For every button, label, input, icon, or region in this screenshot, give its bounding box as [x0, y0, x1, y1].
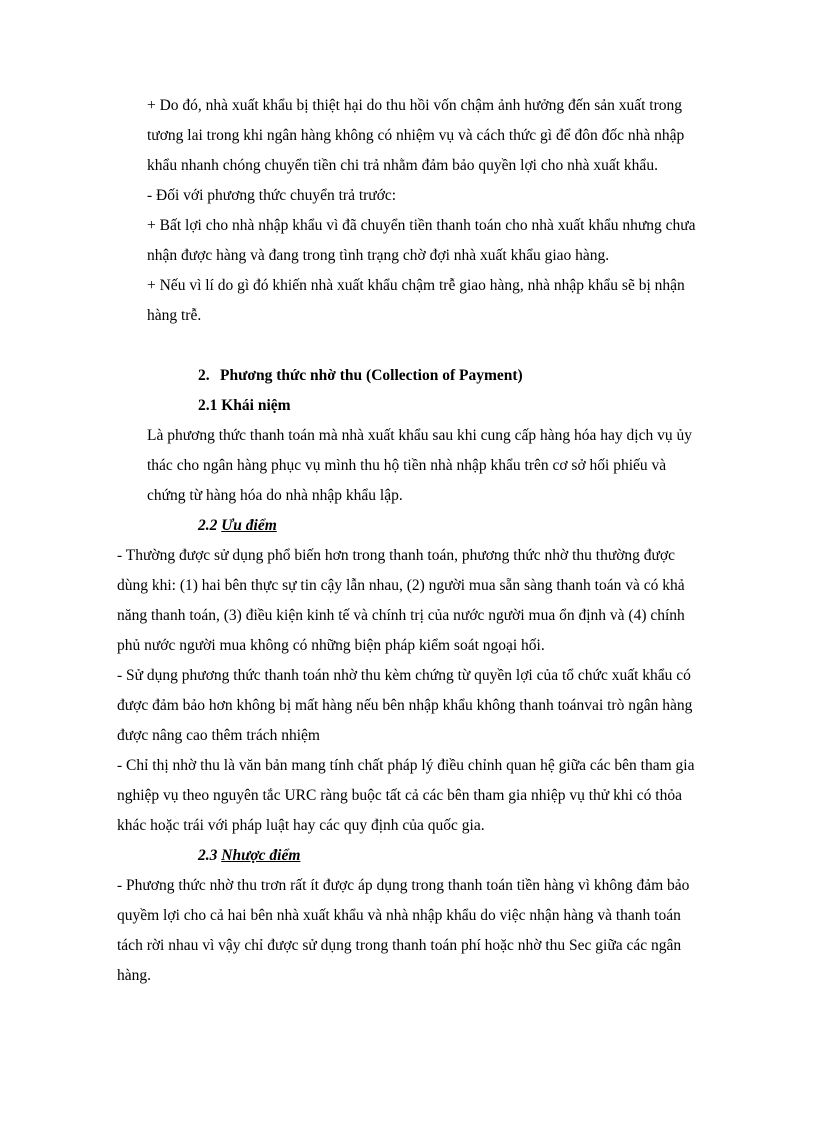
subsection-title: Ưu điểm [221, 517, 277, 534]
section-title: Phương thức nhờ thu (Collection of Payment) [220, 367, 523, 384]
paragraph-line: khác hoặc trái với pháp luật hay các quy định của quốc gia. [117, 817, 485, 834]
paragraph-line: - Đối với phương thức chuyển trả trước: [147, 187, 397, 204]
paragraph-line: chứng từ hàng hóa do nhà nhập khẩu lập. [147, 487, 403, 504]
subsection-title: Nhược điểm [221, 847, 301, 864]
paragraph-line: phủ nước người mua không có những biện pháp kiểm soát ngoại hối. [117, 637, 545, 654]
section-number: 2. [198, 367, 210, 384]
paragraph-line: thác cho ngân hàng phục vụ mình thu hộ tiền nhà nhập khẩu trên cơ sở hối phiếu và [147, 457, 667, 474]
section-heading [198, 366, 523, 386]
paragraph-line: năng thanh toán, (3) điều kiện kinh tế và chính trị của nước người mua ổn định và (4) chính [117, 607, 685, 624]
paragraph-line: - Sử dụng phương thức thanh toán nhờ thu kèm chứng từ quyền lợi của tổ chức xuất khẩu có [117, 667, 691, 684]
paragraph-line: - Thường được sử dụng phổ biến hơn trong thanh toán, phương thức nhờ thu thường được [117, 547, 676, 564]
paragraph-line: nghiệp vụ theo nguyên tắc URC ràng buộc tất cả các bên tham gia nhiệp vụ thử khi có thỏa [117, 787, 682, 804]
paragraph-line: Là phương thức thanh toán mà nhà xuất khẩu sau khi cung cấp hàng hóa hay dịch vụ ủy [147, 427, 692, 444]
subsection-heading-concept: 2.1 Khái niệm [198, 397, 291, 414]
paragraph-line: + Nếu vì lí do gì đó khiến nhà xuất khẩu chậm trễ giao hàng, nhà nhập khẩu sẽ bị nhận [147, 277, 685, 294]
paragraph-line: nhận được hàng và đang trong tình trạng chờ đợi nhà xuất khẩu giao hàng. [147, 247, 610, 264]
paragraph-line: - Phương thức nhờ thu trơn rất ít được áp dụng trong thanh toán tiền hàng vì không đảm bảo [117, 877, 690, 894]
paragraph-line: được nâng cao thêm trách nhiệm [117, 727, 320, 744]
paragraph-line: hàng. [117, 967, 152, 984]
subsection-number: 2.3 [198, 847, 218, 864]
paragraph-line: khẩu nhanh chóng chuyển tiền chi trả nhằm đảm bảo quyền lợi cho nhà xuất khẩu. [147, 157, 658, 174]
paragraph-line: dùng khi: (1) hai bên thực sự tin cậy lẫn nhau, (2) người mua sẵn sàng thanh toán và có khả [117, 577, 685, 594]
subsection-number: 2.2 [198, 517, 218, 534]
paragraph-line: được đảm bảo hơn không bị mất hàng nếu bên nhập khẩu không thanh toánvai trò ngân hàng [117, 697, 693, 714]
paragraph-line: tương lai trong khi ngân hàng không có nhiệm vụ và cách thức gì để đôn đốc nhà nhập [147, 127, 685, 144]
paragraph-line: + Do đó, nhà xuất khẩu bị thiệt hại do thu hồi vốn chậm ảnh hưởng đến sản xuất trong [147, 97, 683, 114]
subsection-heading-disadvantages [198, 846, 300, 866]
paragraph-line: tách rời nhau vì vậy chỉ được sử dụng trong thanh toán phí hoặc nhờ thu Sec giữa các ngân [117, 937, 682, 954]
paragraph-line: - Chỉ thị nhờ thu là văn bản mang tính chất pháp lý điều chỉnh quan hệ giữa các bên tham gia [117, 757, 695, 774]
paragraph-line: hàng trễ. [147, 307, 202, 324]
paragraph-line: quyềm lợi cho cả hai bên nhà xuất khẩu và nhà nhập khẩu do việc nhận hàng và thanh toán [117, 907, 681, 924]
subsection-heading-advantages [198, 516, 277, 536]
paragraph-line: + Bất lợi cho nhà nhập khẩu vì đã chuyển tiền thanh toán cho nhà xuất khẩu nhưng chưa [147, 217, 696, 234]
